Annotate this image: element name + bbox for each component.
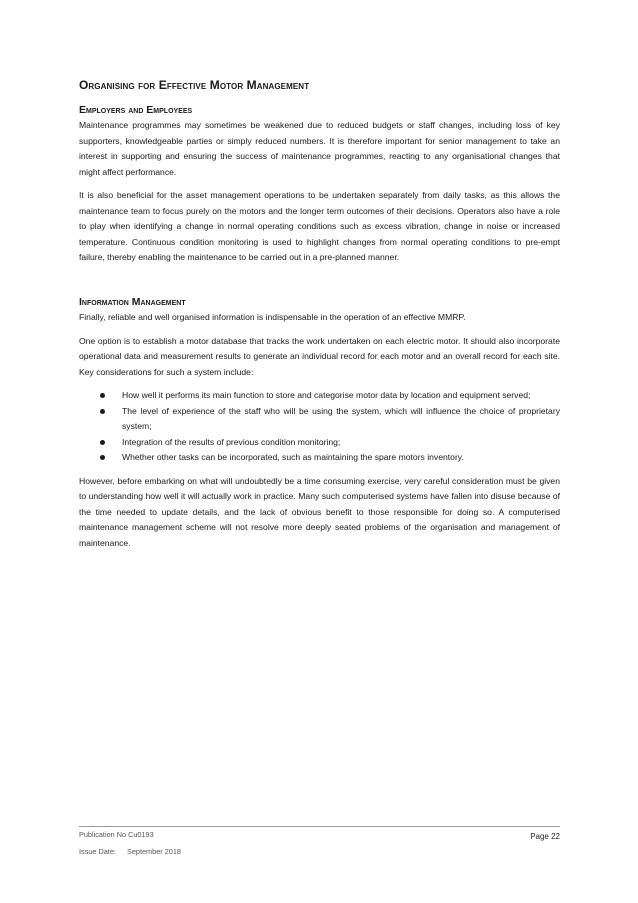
paragraph: One option is to establish a motor database that tracks the work undertaken on each electric motor. It should also incorporate operational data and measurement results to generate an individual record for each motor and an overall record for each site. Key considerations for such a system include: [79,335,560,377]
issue-date-label: Issue Date: [79,847,116,856]
paragraph: However, before embarking on what will undoubtedly be a time consuming exercise, very careful consideration must be given to understanding how well it will actually work in practice. Many such computerised systems have fallen into disuse because of the time needed to update details, and the lack of obvious benefit to those responsible for doing so. A computerised maintenance management scheme will not resolve more deeply seated problems of the organisation and management of maintenance. [79,475,560,548]
list-item-text: The level of experience of the staff who will be using the system, which will influence the choice of proprietary system; [122,405,560,431]
section-title-employers: Employers and Employees [79,104,193,116]
list-item-text: Integration of the results of previous condition monitoring; [122,436,341,447]
document-page [79,0,560,903]
bullet-icon [100,455,105,460]
issue-date-row [79,847,181,856]
paragraph: Finally, reliable and well organised information is indispensable in the operation of an effective MMRP. [79,312,466,322]
list-item [79,404,560,435]
publication-number: Publication No Cu0193 [79,830,154,839]
list-item-text: How well it performs its main function to store and categorise motor data by location and equipment served; [122,390,531,400]
bullet-icon [100,393,105,398]
page-heading: Organising for Effective Motor Management [79,78,310,92]
considerations-list [79,388,560,466]
bullet-icon [100,409,105,414]
section-information [79,295,560,551]
list-item [79,388,560,404]
bullet-icon [100,440,105,445]
list-item-text: Whether other tasks can be incorporated, such as maintaining the spare motors inventory. [122,452,464,462]
list-item [79,435,560,451]
paragraph: Maintenance programmes may sometimes be weakened due to reduced budgets or staff changes, including loss of key supporters, knowledgeable parties or simply reduced numbers. It is therefore important for senior management to take an interest in supporting and ensuring the success of maintenance programmes, reacting to any organisational changes that might affect performance. [79,120,560,177]
section-employers [79,103,560,266]
section-title-information: Information Management [79,296,186,308]
footer-divider [79,826,560,827]
page-number: Page 22 [530,832,560,841]
paragraph: It is also beneficial for the asset management operations to be undertaken separately from daily tasks, as this allows the maintenance team to focus purely on the motors and the longer term outcomes of their decisions. Operators also have a role to play when identifying a change in normal operating conditions such as excess vibration, change in noise or increased temperature. Continuous condition monitoring is used to highlight changes from normal operating conditions to pre-empt failure, thereby enabling the maintenance to be carried out in a pre-planned manner. [79,190,560,262]
list-item [79,450,560,466]
issue-date-value: September 2018 [126,847,181,856]
